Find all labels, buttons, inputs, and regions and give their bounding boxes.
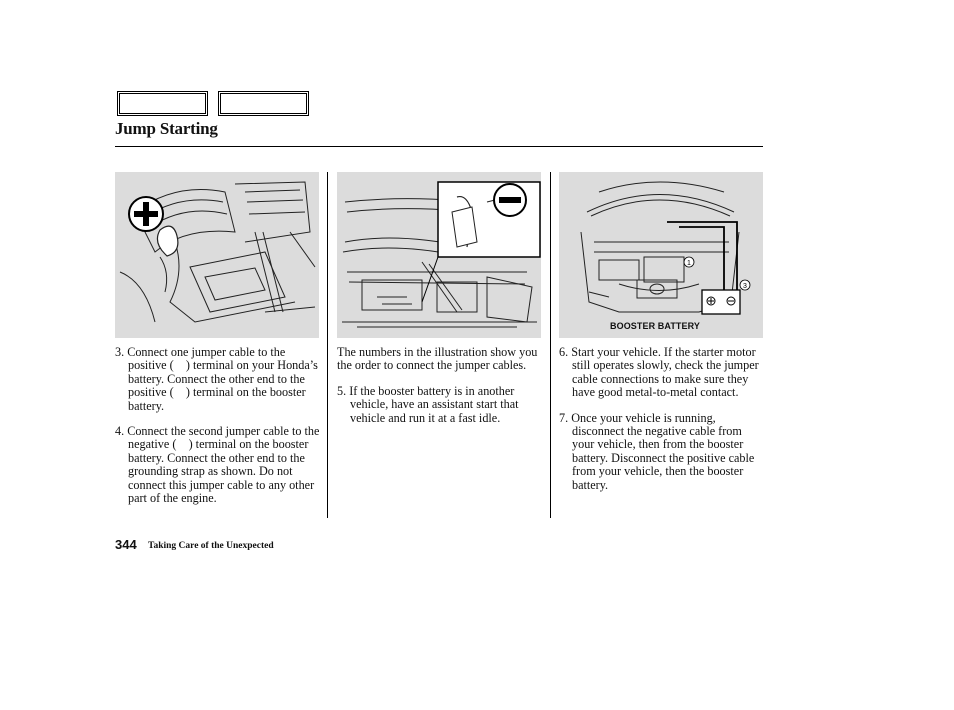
title-rule: [115, 146, 763, 147]
step-5: 5. If the booster battery is in another vehicle, have an assistant start that vehicle and run it at a fast idle.: [337, 383, 519, 425]
engine-bay-illustration: [337, 172, 541, 338]
callout-1-icon: [684, 257, 694, 267]
left-column-text: [115, 346, 322, 517]
step-4: 4. Connect the second jumper cable to the negative ( ) terminal on the booster battery. Connect the other end to the grounding strap as shown. Do not connect this jumper cable to any other part of the engine.: [115, 424, 320, 506]
vehicle-front-illustration: [559, 172, 763, 338]
callout-number: 3: [743, 283, 747, 290]
column-divider-1: [327, 172, 328, 518]
middle-column-text: [337, 346, 545, 437]
step-3: 3. Connect one jumper cable to the positive ( ) terminal on your Honda’s battery. Connect the other end to the positive ( ) terminal on the booster battery.: [115, 345, 318, 413]
figure-booster-battery: [559, 172, 763, 338]
nav-tab-2[interactable]: [218, 91, 309, 116]
step-6: 6. Start your vehicle. If the starter motor still operates slowly, check the jumper cable connections to make sure they have good metal-to-metal contact.: [559, 345, 759, 400]
figure-grounding-strap: [337, 172, 541, 338]
engine-closeup-illustration: [115, 172, 319, 338]
page-number: 344: [115, 537, 137, 552]
figure-positive-terminal: [115, 172, 319, 338]
section-title: Taking Care of the Unexpected: [148, 541, 274, 551]
callout-3-icon: [740, 280, 750, 290]
positive-symbol-icon: [129, 197, 163, 231]
booster-negative-terminal-icon: [727, 297, 735, 305]
negative-symbol-icon: [494, 184, 526, 216]
step-7: 7. Once your vehicle is running, disconnect the negative cable from your vehicle, then from the booster battery. Disconnect the positive cable from your vehicle, then the booster battery.: [559, 410, 755, 492]
illustration-note: The numbers in the illustration show you the order to connect the jumper cables.: [337, 345, 538, 373]
booster-battery-label: BOOSTER BATTERY: [610, 321, 701, 331]
svg-text:1: 1: [687, 260, 691, 267]
right-column-text: [559, 346, 767, 504]
booster-positive-terminal-icon: [707, 297, 715, 305]
column-divider-2: [550, 172, 551, 518]
page-title: Jump Starting: [115, 119, 218, 138]
nav-tab-1[interactable]: [117, 91, 208, 116]
